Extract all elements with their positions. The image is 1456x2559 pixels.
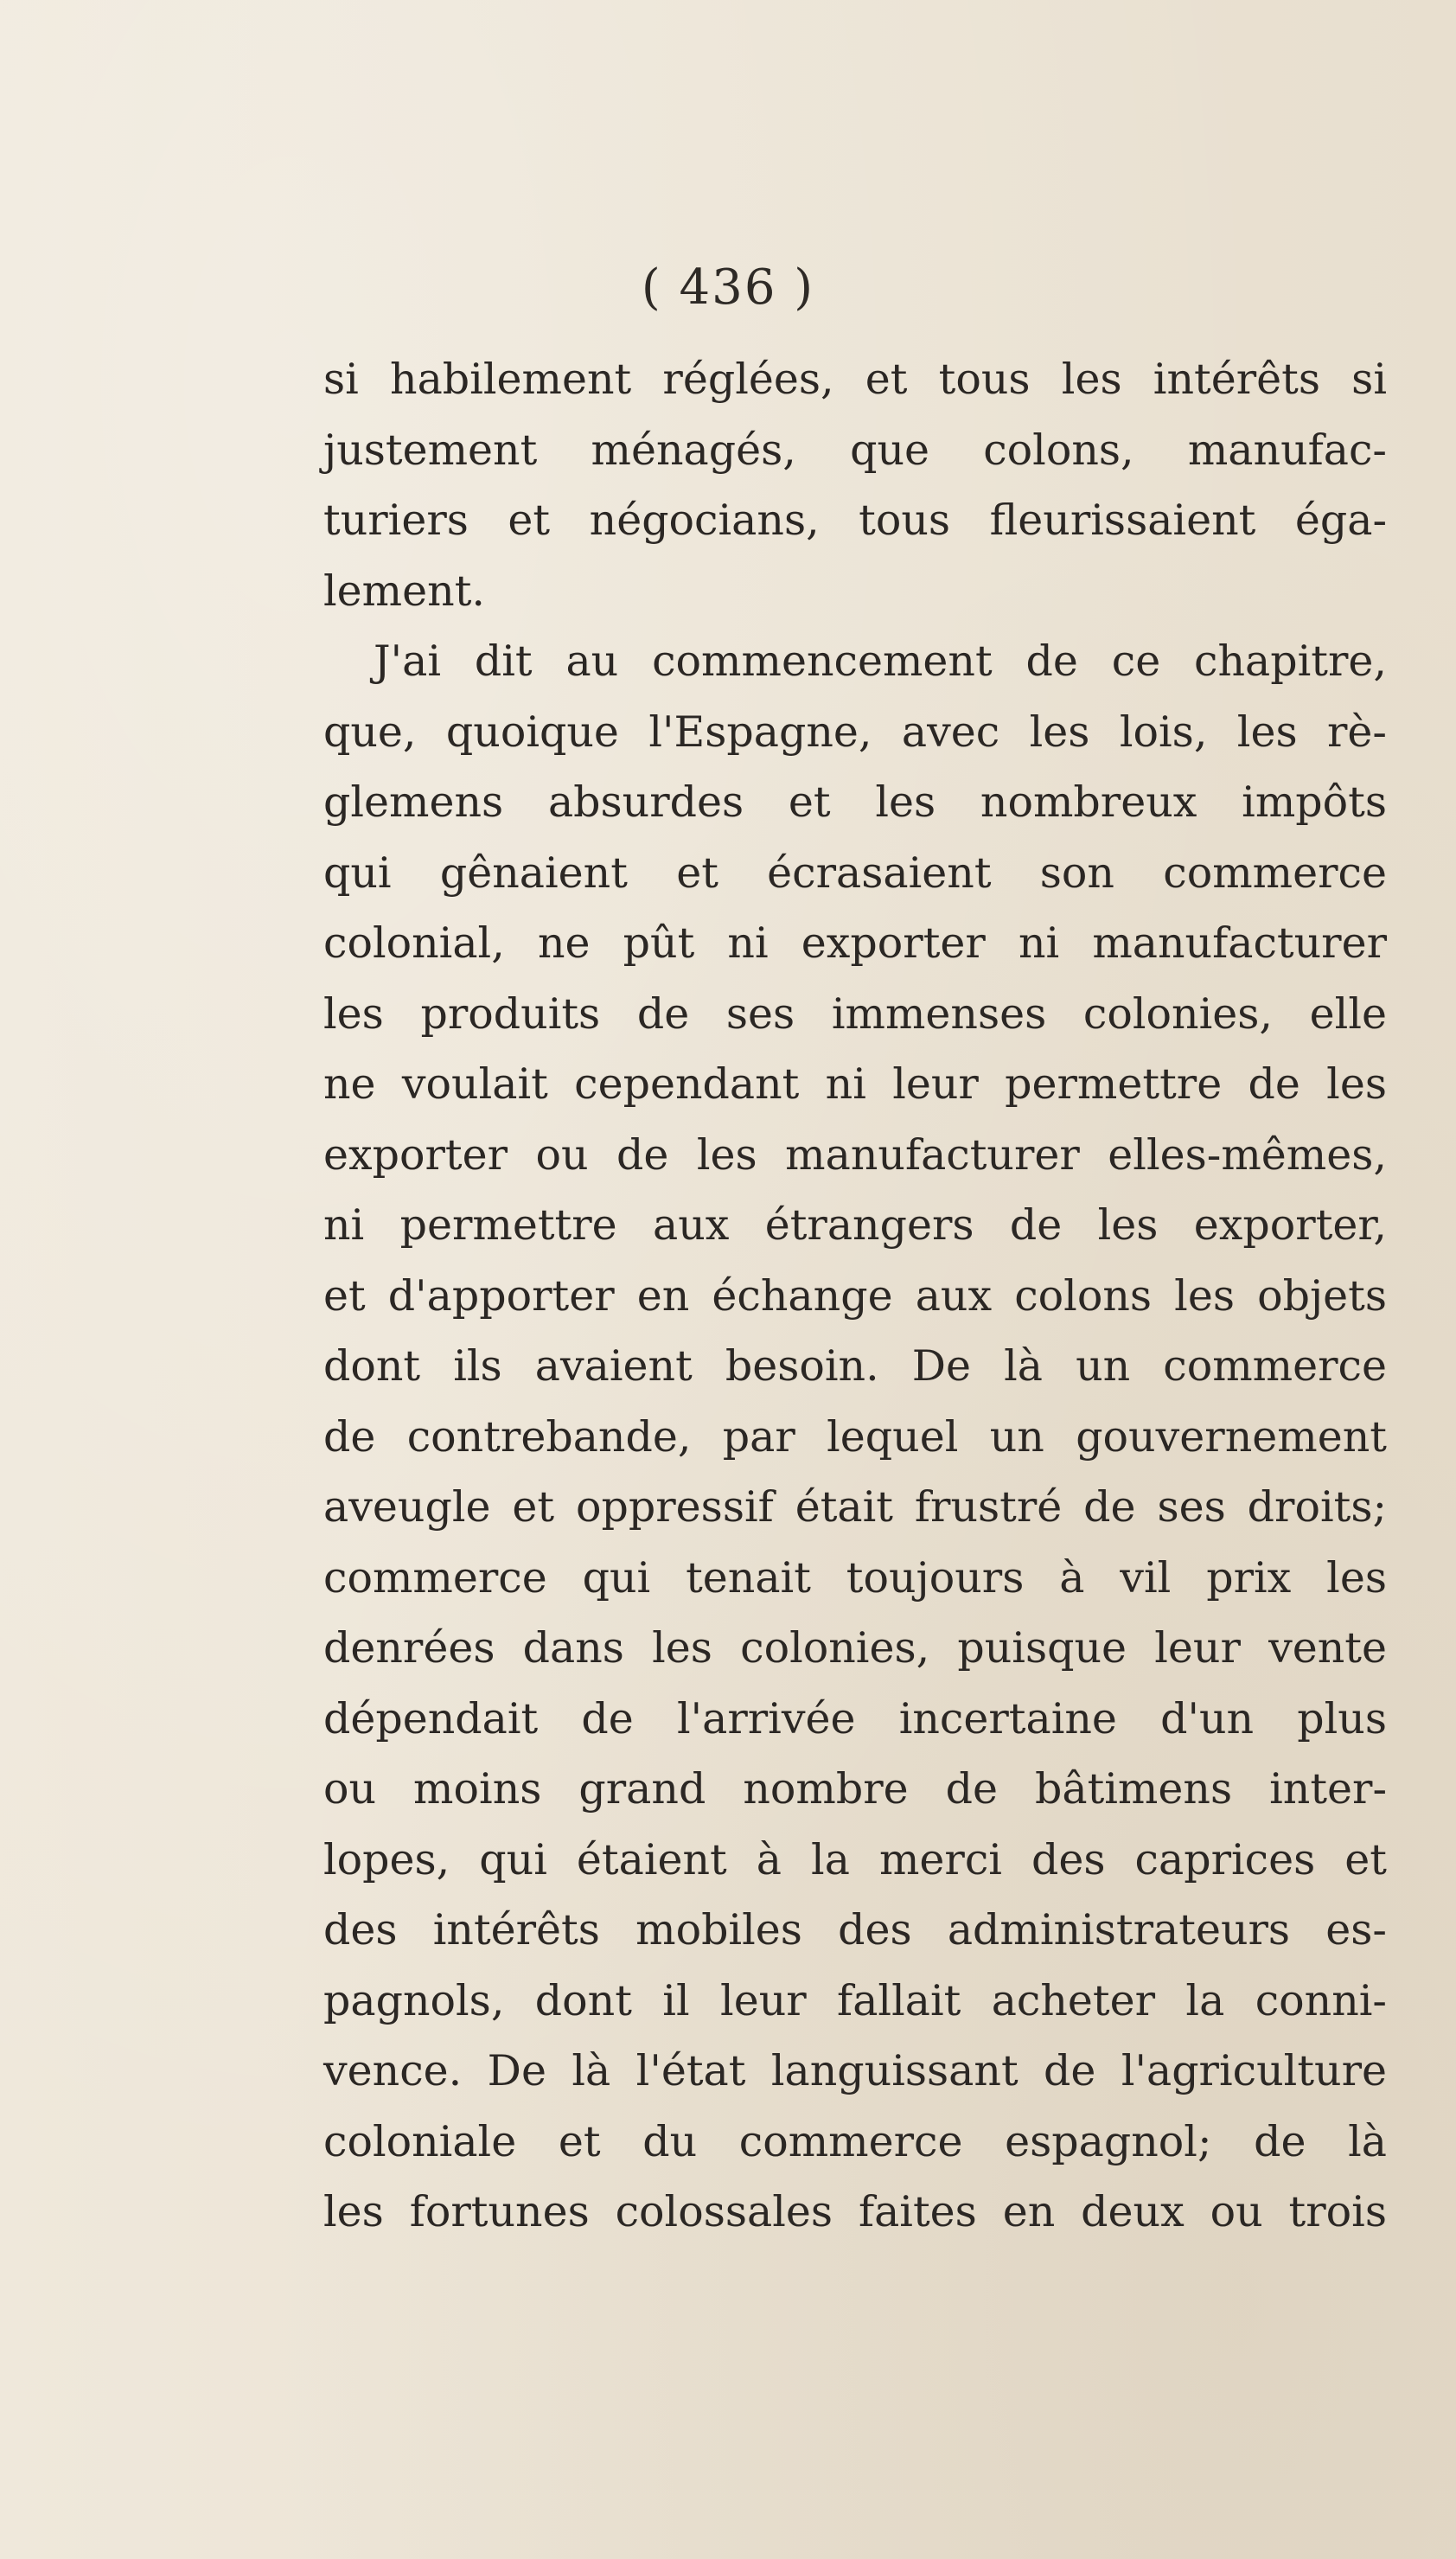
text-line: commerce qui tenait toujours à vil prix les (323, 1552, 1387, 1603)
text-line: et d'apporter en échange aux colons les objets (323, 1270, 1387, 1321)
body-text (323, 344, 1387, 2248)
text-line: coloniale et du commerce espagnol; de là (323, 2116, 1387, 2166)
text-line: vence. De là l'état languissant de l'agriculture (323, 2046, 1387, 2095)
text-line: dont ils avaient besoin. De là un commerce (323, 1341, 1387, 1391)
text-line: ni permettre aux étrangers de les exporter, (323, 1200, 1387, 1250)
text-line: lement. (323, 566, 485, 616)
text-line: de contrebande, par lequel un gouvernement (323, 1411, 1387, 1462)
text-line: lopes, qui étaient à la merci des caprices et (323, 1834, 1387, 1884)
text-line: si habilement réglées, et tous les intérêts si (323, 355, 1387, 404)
text-line: colonial, ne pût ni exporter ni manufacturer (323, 918, 1387, 968)
text-line: les fortunes colossales faites en deux ou trois (323, 2187, 1387, 2236)
text-line: turiers et négocians, tous fleurissaient éga- (323, 496, 1387, 545)
text-line: pagnols, dont il leur fallait acheter la conni- (323, 1975, 1387, 2025)
text-line: les produits de ses immenses colonies, elle (323, 988, 1387, 1039)
text-line: dépendait de l'arrivée incertaine d'un plus (323, 1693, 1387, 1743)
text-line: justement ménagés, que colons, manufac- (323, 425, 1387, 475)
text-line: des intérêts mobiles des administrateurs es- (323, 1905, 1387, 1954)
page-number: ( 436 ) (641, 259, 815, 316)
text-line: aveugle et oppressif était frustré de ses droits; (323, 1482, 1387, 1532)
text-line: qui gênaient et écrasaient son commerce (323, 848, 1387, 898)
text-line: que, quoique l'Espagne, avec les lois, les rè- (323, 707, 1387, 757)
text-line: glemens absurdes et les nombreux impôts (323, 777, 1387, 827)
text-line: denrées dans les colonies, puisque leur vente (323, 1623, 1387, 1673)
text-line-paragraph-start: J'ai dit au commencement de ce chapitre, (374, 637, 1387, 686)
text-line: exporter ou de les manufacturer elles-mêmes, (323, 1129, 1387, 1180)
text-line: ou moins grand nombre de bâtimens inter- (323, 1764, 1387, 1814)
text-line: ne voulait cependant ni leur permettre de les (323, 1059, 1387, 1109)
